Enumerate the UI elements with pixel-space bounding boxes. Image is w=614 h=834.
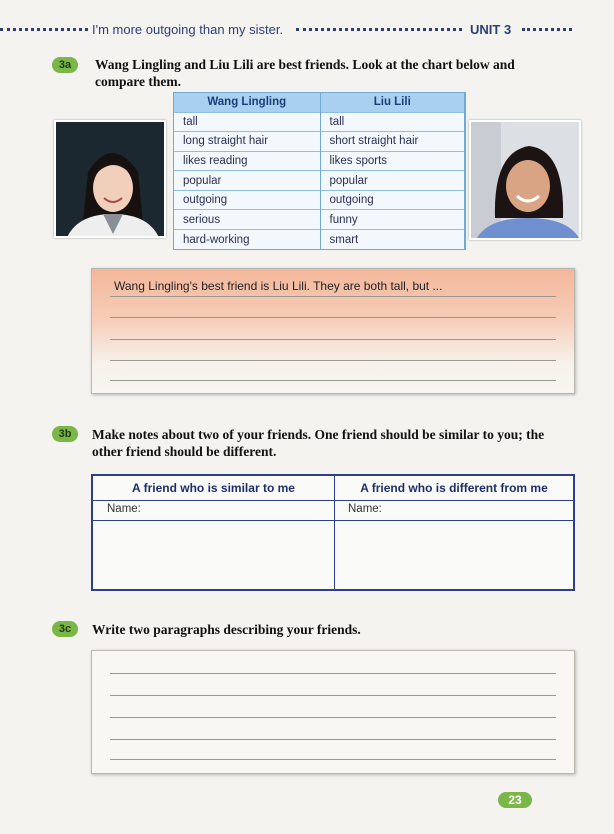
- table-column-divider: [334, 476, 335, 589]
- section-3a-instruction: Wang Lingling and Liu Lili are best friends. Look at the chart below and compare them.: [95, 57, 515, 89]
- writing-line: [110, 695, 556, 696]
- chart-header-liu-lili: Liu Lili: [320, 93, 465, 112]
- chart-row: [174, 230, 465, 250]
- chart-cell: tall: [320, 112, 465, 132]
- chart-row: [174, 190, 465, 210]
- writing-line: [110, 739, 556, 740]
- writing-line: [110, 380, 556, 381]
- chart-row: [174, 151, 465, 171]
- photo-liu-lili: [469, 120, 581, 240]
- writing-line: [110, 759, 556, 760]
- section-3c-instruction: Write two paragraphs describing your friends.: [92, 622, 361, 637]
- writing-line: [110, 717, 556, 718]
- similar-friend-header: A friend who is similar to me: [132, 481, 295, 495]
- header-dots-right: [522, 28, 572, 31]
- chart-cell: long straight hair: [174, 132, 320, 152]
- chart-cell: serious: [174, 210, 320, 230]
- chart-row: [174, 171, 465, 191]
- header-dots-left: [0, 28, 88, 31]
- page-number: 23: [498, 792, 532, 808]
- writing-line: [110, 339, 556, 340]
- chart-row: [174, 210, 465, 230]
- chart-cell: popular: [320, 171, 465, 191]
- chart-row: [174, 112, 465, 132]
- friends-notes-table: [91, 474, 575, 591]
- chart-cell: hard-working: [174, 230, 320, 250]
- section-3c-badge: 3c: [52, 621, 78, 637]
- section-3a-badge: 3a: [52, 57, 78, 73]
- chart-cell: short straight hair: [320, 132, 465, 152]
- chart-cell: tall: [174, 112, 320, 132]
- page-header: [0, 22, 614, 42]
- writing-starter-text: Wang Lingling's best friend is Liu Lili. They are both tall, but ...: [114, 279, 443, 293]
- table-divider: [93, 520, 573, 521]
- similar-friend-name-field[interactable]: Name:: [107, 503, 141, 515]
- comparison-chart: [173, 92, 466, 250]
- writing-box-3c[interactable]: [91, 650, 575, 774]
- writing-line: [110, 317, 556, 318]
- photo-wang-lingling: [54, 120, 166, 238]
- chart-row: [174, 132, 465, 152]
- different-friend-name-field[interactable]: Name:: [348, 503, 382, 515]
- different-friend-header: A friend who is different from me: [360, 481, 548, 495]
- section-3b-badge: 3b: [52, 426, 78, 442]
- chart-header-wang-lingling: Wang Lingling: [174, 93, 320, 112]
- unit-label: UNIT 3: [470, 22, 512, 37]
- chart-cell: outgoing: [320, 190, 465, 210]
- writing-line: [110, 673, 556, 674]
- table-divider: [93, 500, 573, 501]
- chart-cell: smart: [320, 230, 465, 250]
- section-3b-instruction: Make notes about two of your friends. One friend should be similar to you; the other friend should be different.: [92, 427, 545, 459]
- lesson-title: I'm more outgoing than my sister.: [92, 22, 284, 37]
- chart-cell: outgoing: [174, 190, 320, 210]
- chart-cell: popular: [174, 171, 320, 191]
- writing-line: [110, 296, 556, 297]
- header-dots-middle: [296, 28, 462, 31]
- chart-cell: likes sports: [320, 151, 465, 171]
- writing-box-3a[interactable]: [91, 268, 575, 394]
- writing-line: [110, 360, 556, 361]
- chart-cell: likes reading: [174, 151, 320, 171]
- chart-cell: funny: [320, 210, 465, 230]
